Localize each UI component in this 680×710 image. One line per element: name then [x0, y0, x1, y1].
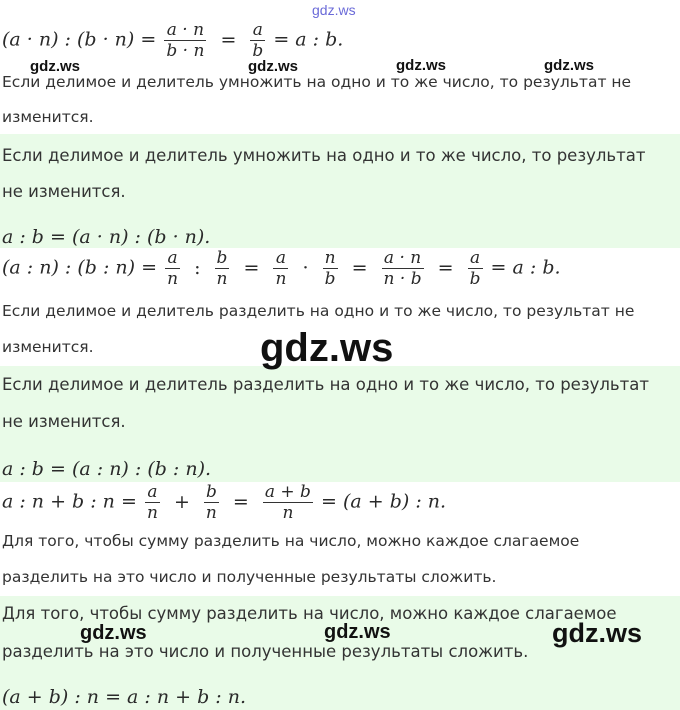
- rule-text: Если делимое и делитель разделить на одно и то же число, то результат не: [2, 302, 635, 320]
- highlight-rule-text: Если делимое и делитель разделить на одно и то же число, то результат: [2, 375, 649, 394]
- watermark: gdz.ws: [248, 58, 299, 75]
- rule-text: Для того, чтобы сумму разделить на число, можно каждое слагаемое: [2, 532, 580, 550]
- watermark: gdz.ws: [544, 57, 595, 74]
- watermark: gdz.ws: [552, 618, 643, 648]
- highlight-formula: a : b = (a : n) : (b : n).: [2, 458, 212, 480]
- watermark-large: gdz.ws: [260, 326, 394, 370]
- rule-text: изменится.: [2, 338, 94, 356]
- highlight-rule-text: Если делимое и делитель умножить на одно и то же число, то результат: [2, 146, 646, 165]
- watermark: gdz.ws: [396, 57, 447, 74]
- watermark: gdz.ws: [30, 58, 81, 75]
- watermark: gdz.ws: [324, 621, 391, 643]
- formula-divide: (a : n) : (b : n) = $\frac{a}{n}$ : $\frac{b}{n}$ = $\frac{a}{n}$ · $\frac{n}{b}$ = $\frac{a \cdot n}{n \cdot b}$ = $\frac{a}{b}$ = a : b.: [2, 248, 561, 289]
- highlight-formula: a : b = (a · n) : (b · n).: [2, 226, 211, 248]
- fraction: $\frac{a \cdot n}{b \cdot n}$: [166, 20, 205, 61]
- highlight-rule-text: не изменится.: [2, 412, 126, 431]
- formula-multiply: (a · n) : (b · n) = $\frac{a \cdot n}{b \cdot n}$ = $\frac{a}{b}$ = a : b.: [2, 20, 344, 61]
- highlight-rule-text: не изменится.: [2, 182, 126, 201]
- highlight-formula: (a + b) : n = a : n + b : n.: [2, 686, 246, 708]
- rule-text: изменится.: [2, 108, 94, 126]
- highlight-rule-text: Для того, чтобы сумму разделить на число, можно каждое слагаемое: [2, 604, 617, 623]
- watermark: gdz.ws: [80, 622, 147, 644]
- fraction: $\frac{a}{b}$: [252, 20, 264, 61]
- rule-text: Если делимое и делитель умножить на одно и то же число, то результат не: [2, 73, 632, 91]
- highlight-rule-text: разделить на это число и полученные результаты сложить.: [2, 642, 529, 661]
- rule-text: разделить на это число и полученные результаты сложить.: [2, 568, 497, 586]
- formula-sum: a : n + b : n = $\frac{a}{n}$ + $\frac{b}{n}$ = $\frac{a + b}{n}$ = (a + b) : n.: [2, 482, 447, 523]
- watermark-top: gdz.ws: [312, 2, 356, 18]
